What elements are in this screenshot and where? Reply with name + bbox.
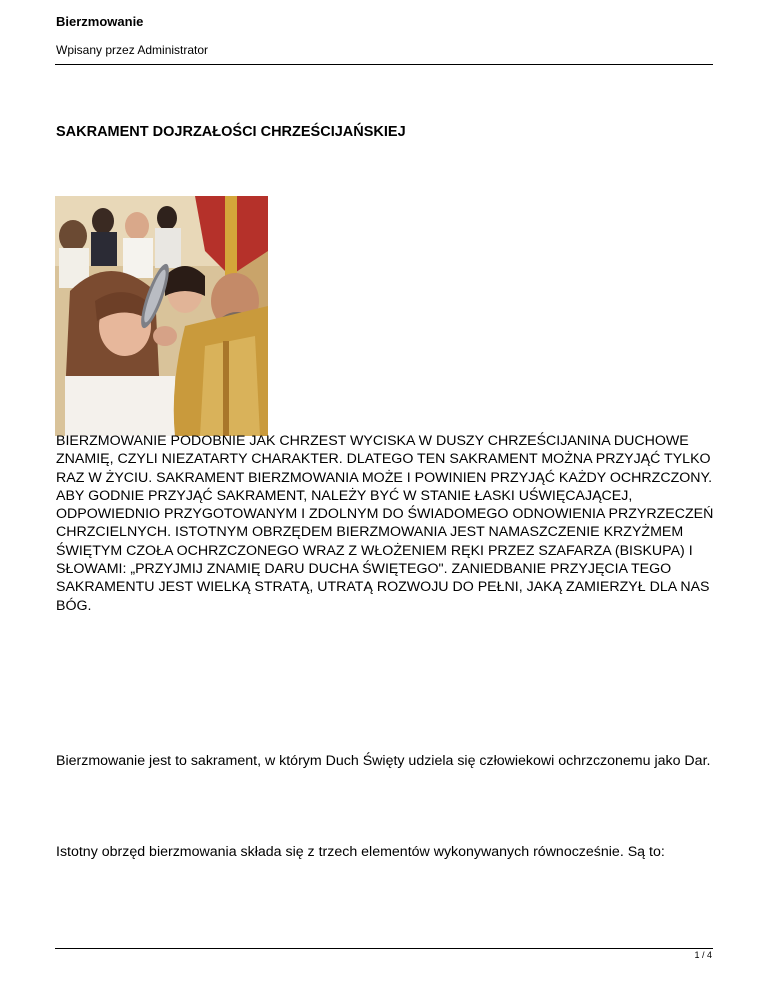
intro-paragraph: BIERZMOWANIE PODOBNIE JAK CHRZEST WYCISKA W DUSZY CHRZEŚCIJANINA DUCHOWE ZNAMIĘ, CZYLI NIEZATARTY CHARAKTER. DLATEGO TEN SAKRAMENT MOŻNA PRZYJĄĆ TYLKO RAZ W ŻYCIU. SAKRAMENT BIERZMOWANIA MOŻE I POWINIEN PRZYJĄĆ KAŻDY OCHRZCZONY. ABY GODNIE PRZYJĄĆ SAKRAMENT, NALEŻY BYĆ W STANIE ŁASKI UŚWIĘCAJĄCEJ, ODPOWIEDNIO PRZYGOTOWANYM I ZDOLNYM DO ŚWIADOMEGO ODNOWIENIA PRZYRZECZEŃ CHRZCIELNYCH. ISTOTNYM OBRZĘDEM BIERZMOWANIA JEST NAMASZCZENIE KRZYŻMEM ŚWIĘTYM CZOŁA OCHRZCZONEGO WRAZ Z WŁOŻENIEM RĘKI PRZEZ SZAFARZA (BISKUPA) I SŁOWAMI: „PRZYJMIJ ZNAMIĘ DARU DUCHA ŚWIĘTEGO". ZANIEDBANIE PRZYJĘCIA TEGO SAKRAMENTU JEST WIELKĄ STRATĄ, UTRATĄ ROZWOJU DO PEŁNI, JAKĄ ZAMIERZYŁ DLA NAS BÓG.	[56, 433, 714, 614]
author-byline: Wpisany przez Administrator	[56, 43, 209, 57]
document-title: Bierzmowanie	[56, 14, 144, 29]
header-divider	[55, 64, 713, 65]
definition-paragraph: Bierzmowanie jest to sakrament, w którym Duch Święty udziela się człowiekowi ochrzczonemu jako Dar.	[56, 753, 711, 769]
rite-paragraph: Istotny obrzęd bierzmowania składa się z trzech elementów wykonywanych równocześnie. Są to:	[56, 844, 665, 860]
confirmation-photo	[55, 196, 268, 436]
page-number: 1 / 4	[694, 950, 712, 960]
footer-divider	[55, 948, 713, 949]
section-heading: SAKRAMENT DOJRZAŁOŚCI CHRZEŚCIJAŃSKIEJ	[56, 124, 406, 140]
